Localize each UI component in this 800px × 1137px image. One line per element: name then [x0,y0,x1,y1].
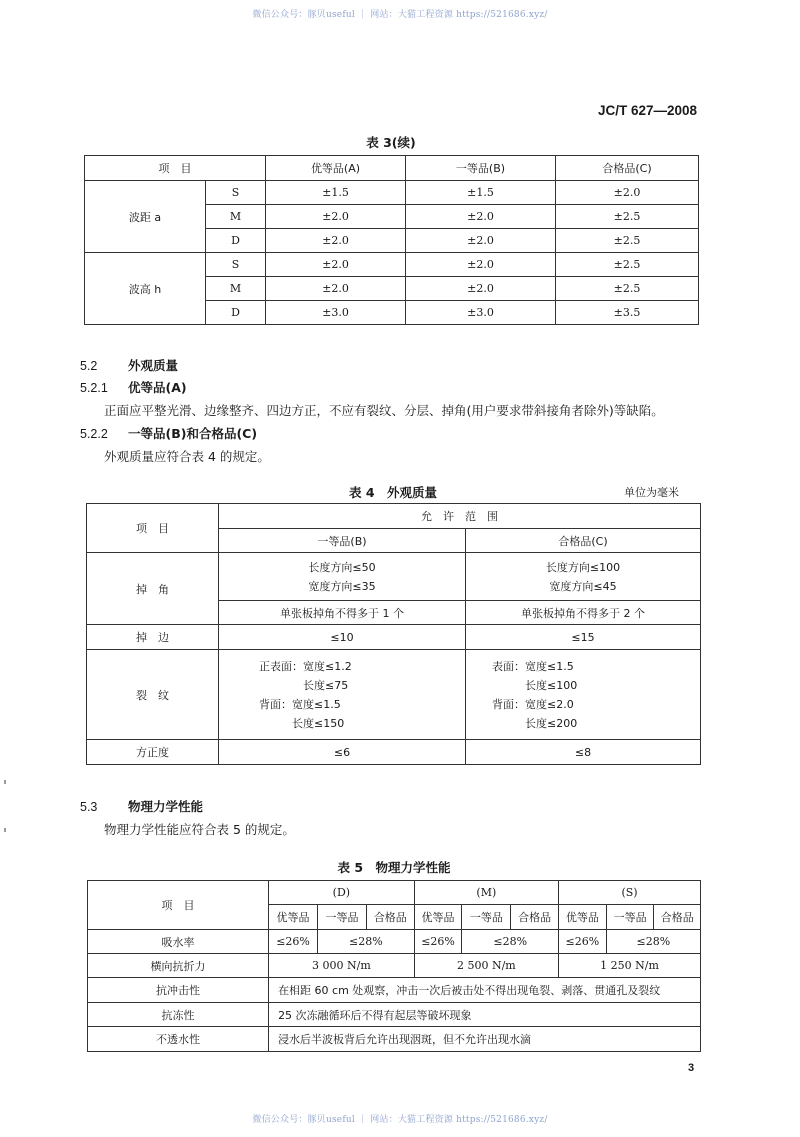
value-cell: ±2.5 [556,277,699,301]
table-row [87,625,701,650]
value-cell: 2 500 N/m [414,954,558,978]
table4-caption: 表 4 外观质量 [348,485,438,500]
value-cell: ±1.5 [266,181,406,205]
table-row [88,930,701,954]
table4 [86,503,701,765]
table-row [87,740,701,765]
grade-header: 优等品 [269,905,318,930]
table4-header-range: 允 许 范 围 [219,504,701,529]
value-line: 宽度方向≤35 [308,579,376,593]
table5-header-item: 项 目 [88,881,269,930]
table-row [85,181,699,205]
group-label-wave-height: 波高 h [85,253,206,325]
value-line: 背面：宽度≤2.0 [492,697,574,711]
value-cell: ±2.0 [406,253,556,277]
row-label-impermeability: 不透水性 [88,1027,269,1052]
grade-header: 合格品 [366,905,414,930]
table4-header-c: 合格品(C) [466,529,701,553]
value-cell: 浸水后半波板背后允许出现洇斑，但不允许出现水滴 [269,1027,701,1052]
table4-header-b: 一等品(B) [219,529,466,553]
table-row [88,954,701,978]
section-5-2-1-heading [80,378,187,396]
grade-header: 优等品 [414,905,462,930]
table-row [88,1027,701,1052]
standard-code: JC/T 627—2008 [597,103,697,118]
table3 [84,155,699,325]
corner-loss-c [466,553,701,601]
value-cell: ±2.0 [406,205,556,229]
value-line: 长度方向≤100 [545,560,621,574]
row-label-water-absorption: 吸水率 [88,930,269,954]
grade-header: 合格品 [654,905,701,930]
type-cell: M [206,277,266,301]
section-5-2-2-heading [80,424,257,442]
row-label-corner-loss: 掉 角 [87,553,219,625]
cracks-b [219,650,466,740]
grade-header: 优等品 [559,905,607,930]
section-5-3-text: 物理力学性能应符合表 5 的规定。 [104,822,295,837]
type-cell: S [206,253,266,277]
table3-caption: 表 3(续) [366,135,416,150]
table-row [88,978,701,1003]
value-cell: ≤26% [414,930,462,954]
value-cell: ≤26% [269,930,318,954]
value-line: 宽度方向≤45 [549,579,617,593]
type-cell: D [206,229,266,253]
header-type-d: (D) [269,881,415,905]
value-line: 长度方向≤50 [308,560,376,574]
row-label-squareness: 方正度 [87,740,219,765]
value-cell: ±2.0 [266,205,406,229]
table5 [87,880,701,1052]
grade-header: 一等品 [462,905,511,930]
edge-loss-b: ≤10 [219,625,466,650]
section-title: 一等品(B)和合格品(C) [128,426,258,441]
page-number: 3 [688,1062,695,1074]
table-row [88,1003,701,1027]
table4-header-item: 项 目 [87,504,219,553]
table5-header-row [88,881,701,905]
table4-header-row [87,504,701,529]
corner-count-b: 单张板掉角不得多于 1 个 [219,601,466,625]
table3-header-row [85,156,699,181]
cracks-c [466,650,701,740]
value-line: 长度≤75 [259,678,349,692]
section-5-2-heading [80,356,178,374]
row-label-frost: 抗冻性 [88,1003,269,1027]
watermark-bottom: 微信公众号：豚贝useful ｜ 网站：大猫工程资源 https://521686.xyz/ [252,1115,548,1125]
value-line: 背面：宽度≤1.5 [259,697,341,711]
type-cell: M [206,205,266,229]
value-cell: 25 次冻融循环后不得有起层等破坏现象 [269,1003,701,1027]
section-5-2-2-text: 外观质量应符合表 4 的规定。 [104,449,270,464]
value-cell: ±3.0 [406,301,556,325]
value-cell: ±2.0 [406,229,556,253]
grade-header: 一等品 [318,905,367,930]
value-cell: ≤28% [606,930,700,954]
value-line: 长度≤150 [259,716,345,730]
grade-header: 一等品 [606,905,654,930]
value-cell: ±2.5 [556,253,699,277]
value-cell: 1 250 N/m [559,954,701,978]
value-cell: ±2.0 [266,229,406,253]
value-cell: 在相距 60 cm 处观察，冲击一次后被击处不得出现龟裂、剥落、贯通孔及裂纹 [269,978,701,1003]
table3-header-b: 一等品(B) [406,156,556,181]
edge-loss-c: ≤15 [466,625,701,650]
header-type-m: (M) [414,881,558,905]
value-cell: 3 000 N/m [269,954,415,978]
value-line: 长度≤200 [492,716,578,730]
table-row [87,650,701,740]
table5-caption: 表 5 物理力学性能 [337,860,451,875]
section-title: 优等品(A) [128,380,187,395]
value-cell: ±3.5 [556,301,699,325]
table3-header-a: 优等品(A) [266,156,406,181]
section-number: 5.3 [80,800,98,814]
value-cell: ≤28% [462,930,559,954]
row-label-impact: 抗冲击性 [88,978,269,1003]
section-5-2-1-text: 正面应平整光滑、边缘整齐、四边方正，不应有裂纹、分层、掉角(用户要求带斜接角者除外)等缺陷。 [104,403,664,418]
section-title: 外观质量 [128,358,179,373]
row-label-edge-loss: 掉 边 [87,625,219,650]
watermark-top: 微信公众号：豚贝useful ｜ 网站：大猫工程资源 https://521686.xyz/ [252,10,548,20]
row-label-transverse-strength: 横向抗折力 [88,954,269,978]
row-label-cracks: 裂 纹 [87,650,219,740]
corner-loss-b [219,553,466,601]
value-cell: ±3.0 [266,301,406,325]
value-line: 正表面：宽度≤1.2 [259,659,352,673]
section-number: 5.2.1 [80,381,108,395]
value-cell: ±2.0 [266,253,406,277]
section-number: 5.2 [80,359,98,373]
value-line: 表面：宽度≤1.5 [492,659,574,673]
value-line: 长度≤100 [492,678,578,692]
type-cell: S [206,181,266,205]
value-cell: ±2.5 [556,229,699,253]
value-cell: ±2.0 [556,181,699,205]
squareness-c: ≤8 [466,740,701,765]
grade-header: 合格品 [511,905,559,930]
section-number: 5.2.2 [80,427,108,441]
value-cell: ±1.5 [406,181,556,205]
group-label-wave-pitch: 波距 a [85,181,206,253]
corner-count-c: 单张板掉角不得多于 2 个 [466,601,701,625]
type-cell: D [206,301,266,325]
value-cell: ≤28% [318,930,415,954]
value-cell: ≤26% [559,930,607,954]
value-cell: ±2.5 [556,205,699,229]
scan-artifact [4,828,6,832]
value-cell: ±2.0 [266,277,406,301]
table3-header-item: 项 目 [85,156,266,181]
scan-artifact [4,780,6,784]
table-row [87,553,701,601]
table4-unit: 单位为毫米 [624,486,679,499]
squareness-b: ≤6 [219,740,466,765]
value-cell: ±2.0 [406,277,556,301]
header-type-s: (S) [559,881,701,905]
section-5-3-heading [80,797,203,815]
table3-header-c: 合格品(C) [556,156,699,181]
section-title: 物理力学性能 [128,799,204,814]
table-row [85,253,699,277]
